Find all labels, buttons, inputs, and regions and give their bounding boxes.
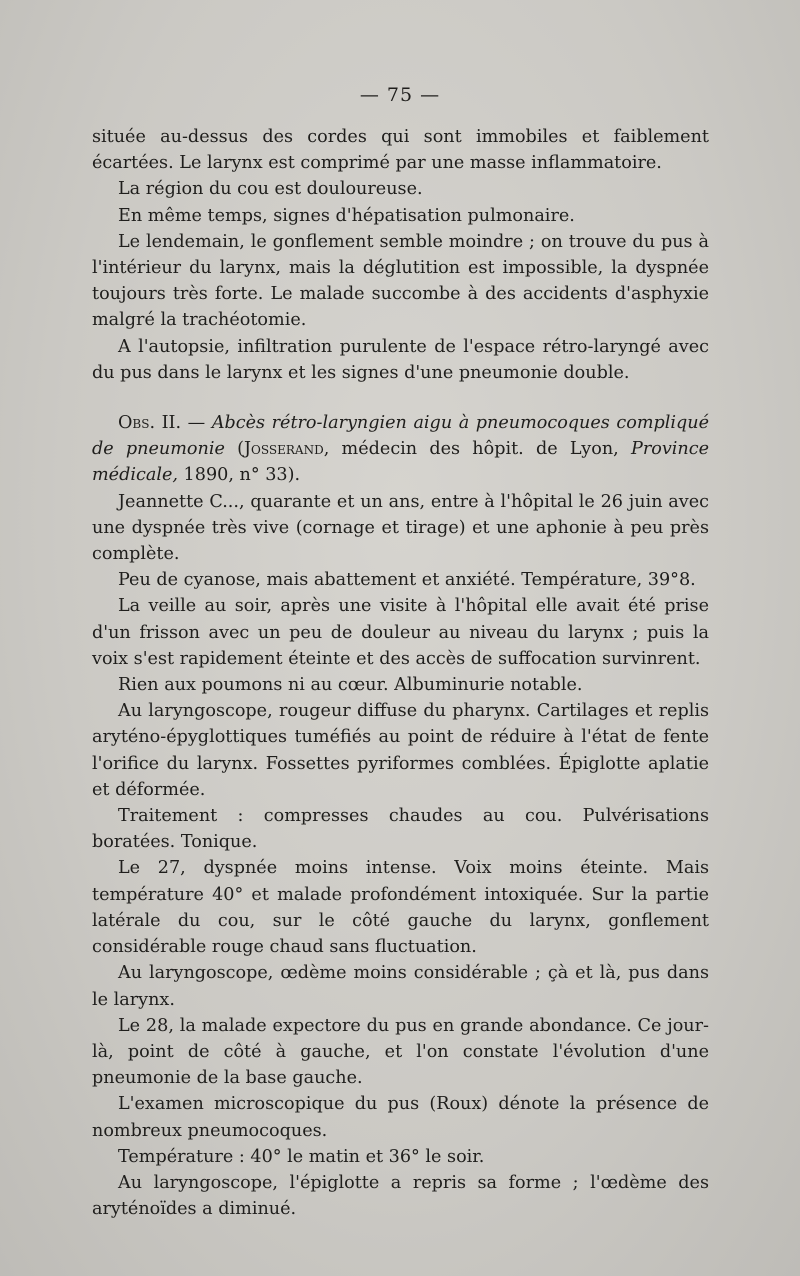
paragraph: En même temps, signes d'hépatisation pulmonaire.: [118, 205, 575, 226]
reference-open: (: [224, 439, 244, 460]
paragraph: Peu de cyanose, mais abattement et anxiété. Température, 39°8.: [118, 570, 696, 591]
body-text: [92, 124, 709, 1222]
paragraph: Le 27, dyspnée moins intense. Voix moins éteinte. Mais température 40° et malade profondément intoxiquée. Sur la partie latérale du cou, sur le côté gauche du larynx, gonflement considérable rouge chaud sans fluctuation.: [92, 858, 709, 958]
paragraph: Le lendemain, le gonflement semble moindre ; on trouve du pus à l'intérieur du larynx, mais la déglutition est impossible, la dyspnée toujours très forte. Le malade succombe à des accidents d'asphyxie malgré la trachéotomie.: [92, 231, 709, 331]
paragraph: La veille au soir, après une visite à l'hôpital elle avait été prise d'un frisson avec un peu de douleur au niveau du larynx ; puis la voix s'est rapidement éteinte et des accès de suffocation survinrent.: [92, 596, 709, 669]
observation-title: Abcès rétro-laryngien aigu à pneumocoques compliqué de pneumonie: [92, 413, 710, 460]
paragraph: Le 28, la malade expectore du pus en grande abondance. Ce jour-là, point de côté à gauche, et l'on constate l'évolution d'une pneumonie de la base gauche.: [92, 1015, 709, 1089]
paragraph: A l'autopsie, infiltration purulente de l'espace rétro-laryngé avec du pus dans le larynx et les signes d'une pneumonie double.: [92, 336, 709, 383]
reference-journal: Province médicale,: [92, 439, 709, 486]
page-number: — 75 —: [359, 84, 441, 106]
paragraph: Température : 40° le matin et 36° le soir.: [118, 1146, 485, 1167]
observation-label: Obs. II.: [118, 413, 182, 434]
paragraph: Traitement : compresses chaudes au cou. Pulvérisations boratées. Tonique.: [92, 806, 709, 853]
paragraph: Rien aux poumons ni au cœur. Albuminurie notable.: [118, 675, 583, 696]
observation-dash: —: [181, 413, 212, 434]
paragraph: Au laryngoscope, rougeur diffuse du pharynx. Cartilages et replis aryténo-épyglottiques tuméfiés au point de réduire à l'état de fente l'orifice du larynx. Fossettes pyriformes comblées. Épiglotte aplatie et déformée.: [92, 701, 709, 800]
paragraph: La région du cou est douloureuse.: [118, 179, 423, 200]
paragraph: Au laryngoscope, l'épiglotte a repris sa forme ; l'œdème des aryténoïdes a diminué.: [92, 1172, 709, 1220]
paragraph: située au-dessus des cordes qui sont immobiles et faiblement écartées. Le larynx est comprimé par une masse inflammatoire.: [92, 127, 709, 174]
reference-end: 1890, n° 33).: [177, 465, 301, 486]
reference-author: Josserand: [244, 439, 324, 460]
paragraph: L'examen microscopique du pus (Roux) dénote la présence de nombreux pneumocoques.: [92, 1094, 709, 1141]
paragraph: Au laryngoscope, œdème moins considérable ; çà et là, pus dans le larynx.: [92, 963, 709, 1010]
observation-heading: [92, 410, 709, 489]
reference-mid: , médecin des hôpit. de Lyon,: [323, 439, 631, 460]
paragraph: Jeannette C..., quarante et un ans, entre à l'hôpital le 26 juin avec une dyspnée très vive (cornage et tirage) et une aphonie à peu près complète.: [92, 491, 709, 565]
